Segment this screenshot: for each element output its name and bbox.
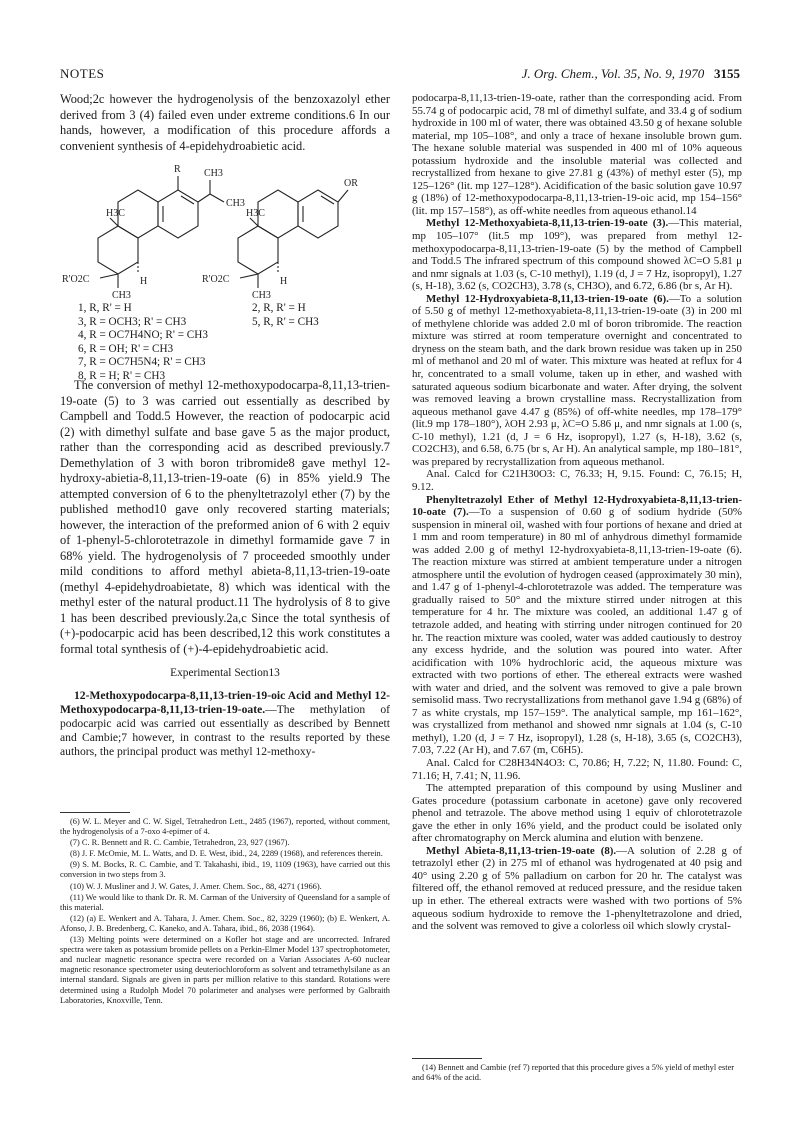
struct-label-h-right: H bbox=[280, 276, 288, 287]
right-paragraph-5: The attempted preparation of this compound by using Musliner and Gates procedure (potassium carbonate in acetone) gave only recovered phenol and tetrazole. The above method using 1 equiv of chlorotetrazole gave the ether in only 16% yield, and the product could be isolated only after chromatography on Merck alumina and elution with benzene. bbox=[412, 782, 742, 845]
experimental-paragraph: 12-Methoxypodocarpa-8,11,13-trien-19-oic Acid and Methyl 12-Methoxypodocarpa-8,11,13-trien-19-oate.—The methylation of podocarpic acid was carried out essentially as described by Bennett and Cambie;7 however, in contrast to the results reported by these authors, the principal product was methyl 12-methoxy- bbox=[60, 688, 390, 758]
compound-2: 2, R, R' = H bbox=[252, 302, 306, 314]
struct-label-ester-right: R'O2C bbox=[202, 274, 230, 285]
left-column bbox=[60, 92, 390, 758]
right-paragraph-2: Methyl 12-Methoxyabieta-8,11,13-trien-19-oate (3).—This material, mp 105–107° (lit.5 mp 109°), was prepared from methyl 12-methoxypodocarpa-8,11,13-trien-19-oate (5) by the method of Campbell and Todd.5 The infrared spectrum of this compound showed λC=O 5.81 μ and nmr signals at 1.03 (s, C-10 methyl), 1.19 (d, J = 7 Hz, isopropyl), 1.27 (s, H-18), 3.62 (s, CO2CH3), 3.78 (s, CH3O), and 6.72, 6.86 (br s, Ar H). bbox=[412, 217, 742, 293]
compound-7: 7, R = OC7H5N4; R' = CH3 bbox=[78, 356, 206, 368]
aromatic-ring-left bbox=[158, 190, 198, 238]
struct-label-r: R bbox=[174, 164, 181, 175]
footnote-rule bbox=[60, 812, 130, 813]
footnote-rule-right bbox=[412, 1058, 482, 1059]
aromatic-ring-right bbox=[298, 190, 338, 238]
struct-label-ch3-side: CH3 bbox=[226, 198, 245, 209]
footnote-11: (11) We would like to thank Dr. R. M. Carman of the University of Queensland for a sample of this material. bbox=[60, 892, 390, 912]
footnote-7: (7) C. R. Bennett and R. C. Cambie, Tetrahedron, 23, 927 (1967). bbox=[70, 838, 290, 848]
page-header bbox=[60, 66, 740, 84]
struct-label-ch3-top: CH3 bbox=[204, 168, 223, 179]
struct-label-h3c: H3C bbox=[106, 208, 125, 219]
right-paragraph-6: Methyl Abieta-8,11,13-trien-19-oate (8).—A solution of 2.28 g of tetrazolyl ether (2) in 275 ml of ethanol was hydrogenated at 40 psig and 40° using 2.20 g of 5% palladium on carbon for 20 hr. The catalyst was filtered off, the ethanol removed at reduced pressure, and the residue taken up in ether. The ethereal extracts were washed with two portions of 5% aqueous sodium hydroxide to remove the 1-phenyltetrazolone and dried, and the solvent was removed to give a colorless oil which slowly crystal- bbox=[412, 844, 742, 933]
body-paragraph: The conversion of methyl 12-methoxypodocarpa-8,11,13-trien-19-oate (5) to 3 was carried out essentially as described by Campbell and Todd.5 However, the reaction of podocarpic acid (2) with dimethyl sulfate and base gave 5 as the major product, rather than the corresponding acid as described previously.7 Demethylation of 3 with boron tribromide8 gave methyl 12-hydroxy-abietia-8,11,13-trien-19-oate (6) in 85% yield.9 The attempted conversion of 6 to the phenyltetrazolyl ether (7) by the published method10 gave only recovered starting materials; however, the interaction of the preformed anion of 6 with 2 equiv of 1-phenyl-5-chlorotetrazole in dimethyl formamide gave 7 in 68% yield. The hydrogenolysis of 7 proceeded smoothly under mild conditions to afford methyl abieta-8,11,13-trien-19-oate (methyl 4-epidehydroabietate, 8) which was identical with the methyl ester of the natural product.11 The hydrolysis of 8 to give 1 has been described previously.2a,c Since the total synthesis of (+)-podocarpic acid has been described,12 this work constitutes a formal total synthesis of (+)-4-epidehydroabietic acid. bbox=[60, 378, 390, 656]
compound-3: 3, R = OCH3; R' = CH3 bbox=[78, 315, 187, 328]
struct-label-or: OR bbox=[344, 178, 358, 189]
right-paragraph-3: Methyl 12-Hydroxyabieta-8,11,13-trien-19-oate (6).—To a solution of 5.50 g of methyl 12-methoxyabieta-8,11,13-trien-19-oate (3) in 200 ml of methylene chloride was added 2.0 ml of boron tribromide. The reaction mixture was stirred at room temperature overnight and concentrated to dryness on the steam bath, and the dark brown residue was taken up in 250 ml of methanol and 20 ml of water. This mixture was heated at reflux for 4 hr, concentrated to a small volume, taken up in ether, and washed with saturated aqueous sodium bicarbonate and water. After drying, the solvent was removed leaving a brown crystalline mass. Recrystallization from aqueous methanol gave 4.47 g (85%) of off-white needles, mp 178–179° (lit.9 mp 178–180°), λOH 2.93 μ, λC=O 5.86 μ, and nmr signals at 1.00 (s, C-10 methyl), 1.21 (d, J = 6 Hz, isopropyl), 1.27 (s, H-18), 3.62 (s, CO2CH3), and 6.58, 6.75 (br s, Ar H). An analytical sample, mp 180–181°, was prepared by recrystallization from aqueous methanol. bbox=[412, 292, 742, 468]
struct-label-ch3-bottom: CH3 bbox=[112, 290, 131, 301]
struct-label-h3c-right: H3C bbox=[246, 208, 265, 219]
right-paragraph-1: podocarpa-8,11,13-trien-19-oate, rather than the corresponding acid. From 55.74 g of podocarpic acid, 78 ml of dimethyl sulfate, and 33.4 g of sodium hydroxide in 100 ml of water, there was obtained 43.50 g of hexane soluble material, mp 105–108°, and only a trace of hexane insoluble brown gum. The hexane soluble material was suspended in 400 ml of 10% aqueous potassium hydroxide and the insoluble material was collected and recrystallized from hexane to give 27.81 g (43%) of methyl ester (5), mp 125–126° (lit. mp 127–128°). Acidification of the basic solution gave 10.97 g (18%) of 12-methoxypodocarpa-8,11,13-trien-19-oic acid, mp 154–156° (lit. mp 157–158°), as off-white needles from aqueous ethanol.14 bbox=[412, 92, 742, 217]
lower-ring-left bbox=[98, 226, 138, 274]
struct-label-h: H bbox=[140, 276, 148, 287]
footnote-8: (8) J. F. McOmie, M. L. Watts, and D. E. West, ibid., 24, 2289 (1968), and references therein. bbox=[70, 849, 383, 859]
footnote-10: (10) W. J. Musliner and J. W. Gates, J. Amer. Chem. Soc., 88, 4271 (1966). bbox=[70, 881, 322, 891]
footnote-6: (6) W. L. Meyer and C. W. Sigel, Tetrahedron Lett., 2485 (1967), reported, without comment, the hydrogenolysis of a 7-oxo 4-epimer of 4. bbox=[60, 817, 390, 837]
compound-4: 4, R = OC7H4NO; R' = CH3 bbox=[78, 329, 208, 341]
footnote-12: (12) (a) E. Wenkert and A. Tahara, J. Amer. Chem. Soc., 82, 3229 (1960); (b) E. Wenkert, A. Afonso, J. B. Bredenberg, C. Kaneko, and A. Tahara, ibid., 86, 2038 (1964). bbox=[60, 913, 390, 933]
struct-label-ester: R'O2C bbox=[62, 274, 90, 285]
compound-list-right bbox=[252, 302, 319, 329]
right-paragraph-4: Phenyltetrazolyl Ether of Methyl 12-Hydroxyabieta-8,11,13-trien-10-oate (7).—To a suspension of 0.60 g of sodium hydride (50% suspension in mineral oil, washed with four portions of hexane and dried at 1 mm and room temperature) in 80 ml of anhydrous dimethyl formamide was added 2.00 g of methyl 12-hydroxyabieta-8,11,13-trien-19-oate (6). The reaction mixture was stirred at ambient temperature under a nitrogen atmosphere until the evolution of hydrogen ceased (approximately 30 min), and 1.47 g of 1-phenyl-4-chlorotetrazole was added. The temperature was gradually raised to 50° and the mixture stirred under nitrogen at this temperature for 4 hr. The mixture was cooled, an additional 1.47 g of tetrazole added, and heating with stirring under nitrogen continued for 20 hr. The reaction mixture was cooled, water was added cautiously to destroy any excess hydride, and the solution was poured into water. After acidification with 10% hydrochloric acid, the aqueous mixture was extracted with two portions of ether. The ethereal extracts were washed with water and dried, and the solvent was removed to give a pale brown semisolid mass. Two recrystallizations from methanol gave 1.94 g (68%) of 7 as white crystals, mp 157–159°. The analytical sample, mp 161–162°, was crystallized from methanol and showed nmr signals at 1.04 (s, C-10 methyl), 1.20 (d, J = 7 Hz, isopropyl), 1.28 (s, H-18), 3.65 (s, CO2CH3), 7.03, 7.22 (Ar H), and 7.67 (m, C6H5). bbox=[412, 493, 742, 757]
right-anal-1: Anal. Calcd for C21H30O3: C, 76.33; H, 9.15. Found: C, 76.15; H, 9.12. bbox=[412, 468, 742, 493]
lower-ring-right bbox=[238, 226, 278, 274]
footnote-13: (13) Melting points were determined on a Kofler hot stage and are uncorrected. Infrared spectra were taken as potassium bromide pellets on a Perkin-Elmer Model 137 spectrophotometer, and nuclear magnetic resonance spectra were recorded on a Varian Associates A-60 nuclear magnetic resonance spectrometer using deuteriochloroform as solvent and tetramethylsilane as an internal standard. Signals are given in parts per million relative to this standard. Rotations were determined using a Rudolph Model 70 polarimeter and analyses were performed by Galbraith Laboratories, Knoxville, Tenn. bbox=[60, 935, 390, 1005]
journal-citation: J. Org. Chem., Vol. 35, No. 9, 1970 3155 bbox=[521, 66, 740, 81]
experimental-heading: Experimental Section13 bbox=[170, 667, 280, 679]
footnote-9: (9) S. M. Bocks, R. C. Cambie, and T. Takahashi, ibid., 19, 1109 (1963), have carried out this conversion in two steps from 3. bbox=[60, 860, 390, 880]
struct-label-ch3-right: CH3 bbox=[252, 290, 271, 301]
compound-8: 8, R = H; R' = CH3 bbox=[78, 369, 166, 382]
intro-paragraph: Wood;2c however the hydrogenolysis of the benzoxazolyl ether derived from 3 (4) failed even under extreme conditions.6 In our hands, however, a modification of this procedure affords a convenient synthesis of 4-epidehydroabietic acid. bbox=[60, 92, 390, 153]
compound-6: 6, R = OH; R' = CH3 bbox=[78, 342, 174, 355]
footnote-14: (14) Bennett and Cambie (ref 7) reported that this procedure gives a 5% yield of methyl ester and 64% of the acid. bbox=[412, 1063, 735, 1083]
section-label: NOTES bbox=[60, 66, 105, 81]
compound-1: 1, R, R' = H bbox=[78, 302, 132, 314]
page-number: 3155 bbox=[714, 66, 740, 81]
compound-list-left bbox=[78, 302, 208, 383]
right-column bbox=[412, 92, 742, 933]
compound-5: 5, R, R' = CH3 bbox=[252, 315, 319, 328]
footnotes-left bbox=[60, 812, 390, 1007]
footnotes-right bbox=[412, 1058, 742, 1083]
right-anal-2: Anal. Calcd for C28H34N4O3: C, 70.86; H, 7.22; N, 11.80. Found: C, 71.16; H, 7.41; N, 11.96. bbox=[412, 756, 742, 782]
chemical-structures bbox=[60, 160, 390, 382]
